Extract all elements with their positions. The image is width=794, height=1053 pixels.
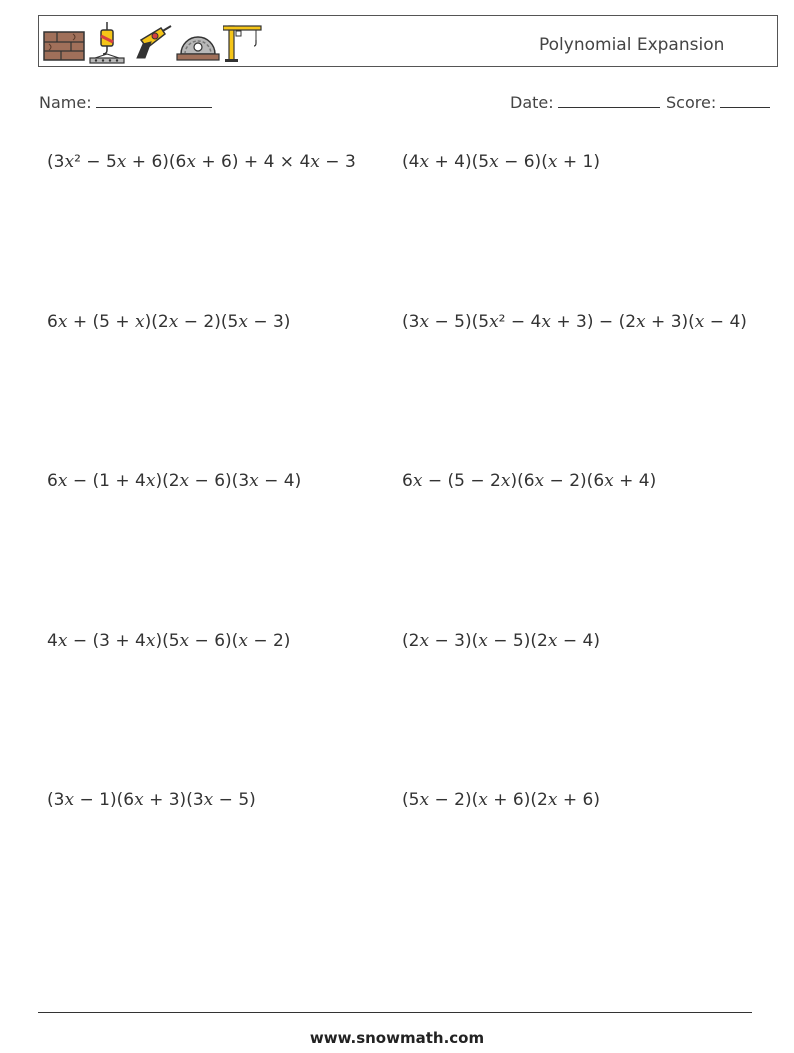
problem-6: 6x − (5 − 2x)(6x − 2)(6x + 4): [402, 471, 657, 491]
tower-crane-icon: [223, 22, 263, 62]
name-field: [39, 93, 212, 112]
footer-divider: [38, 1012, 752, 1013]
name-label: Name:: [39, 93, 92, 112]
problem-3: 6x + (5 + x)(2x − 2)(5x − 3): [47, 312, 291, 332]
date-field: [510, 93, 660, 112]
date-label: Date:: [510, 93, 554, 112]
problem-8: (2x − 3)(x − 5)(2x − 4): [402, 631, 600, 651]
name-blank[interactable]: [96, 93, 212, 108]
problem-7: 4x − (3 + 4x)(5x − 6)(x − 2): [47, 631, 291, 651]
worksheet-title: Polynomial Expansion: [539, 35, 725, 55]
problem-2: (4x + 4)(5x − 6)(x + 1): [402, 152, 600, 172]
crane-hook-icon: [87, 22, 127, 62]
wood-planks-icon: [43, 22, 85, 62]
score-field: [666, 93, 770, 112]
problem-5: 6x − (1 + 4x)(2x − 6)(3x − 4): [47, 471, 302, 491]
problem-9: (3x − 1)(6x + 3)(3x − 5): [47, 790, 256, 810]
power-drill-icon: [131, 22, 173, 62]
problem-4: (3x − 5)(5x² − 4x + 3) − (2x + 3)(x − 4): [402, 312, 747, 332]
score-blank[interactable]: [720, 93, 770, 108]
circular-saw-icon: [175, 22, 221, 62]
problem-10: (5x − 2)(x + 6)(2x + 6): [402, 790, 600, 810]
score-label: Score:: [666, 93, 717, 112]
footer-website[interactable]: www.snowmath.com: [309, 1029, 485, 1047]
problem-1: (3x² − 5x + 6)(6x + 6) + 4 × 4x − 3: [47, 152, 356, 172]
header-box: [38, 15, 778, 67]
date-blank[interactable]: [558, 93, 660, 108]
